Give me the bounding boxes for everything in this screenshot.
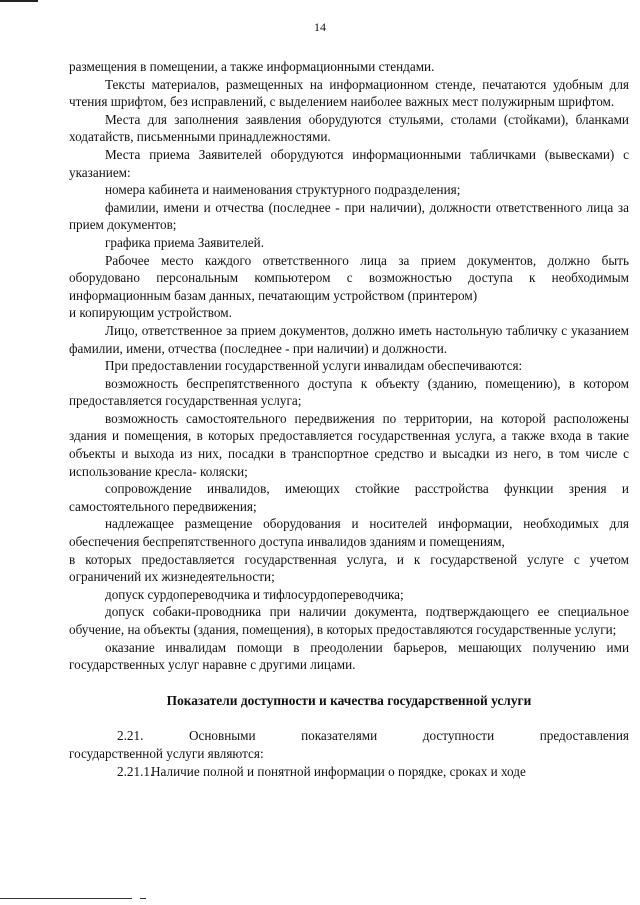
body-paragraph: надлежащее размещение оборудования и носителей информации, необходимых для обеспечения беспрепятственного доступа инвалидов зданиям и помещениям,	[69, 516, 629, 550]
body-paragraph: Места приема Заявителей оборудуются информационными табличками (вывесками) с указанием:	[69, 146, 629, 180]
clause-2-21-1-number: 2.21.1.	[117, 763, 154, 779]
body-paragraph: номера кабинета и наименования структурного подразделения;	[105, 182, 461, 198]
clause-2-21	[69, 727, 629, 762]
clause-2-21-word: Основными	[188, 728, 256, 744]
clause-2-21-1	[69, 763, 629, 781]
clause-2-21-continuation: государственной услуги являются:	[69, 745, 264, 761]
body-paragraph: в которых предоставляется государственная услуга, и к государственой услуге с учетом ограничений их жизнедеятельности;	[69, 551, 629, 585]
clause-2-21-word: предоставления	[539, 728, 629, 744]
body-paragraph: графика приема Заявителей.	[105, 234, 264, 250]
clause-2-21-first-line	[69, 727, 629, 745]
clause-2-21-number: 2.21.	[117, 728, 144, 744]
body-paragraph: Рабочее место каждого ответственного лица за прием документов, должно быть оборудовано персональным компьютером с возможностью доступа к необходимым информационным базам данных, печатающим устройством (принтером)	[69, 252, 629, 303]
clause-2-21-word: доступности	[422, 728, 495, 744]
body-paragraph: Тексты материалов, размещенных на информационном стенде, печатаются удобным для чтения шрифтом, без исправлений, с выделением наиболее важных мест полужирным шрифтом.	[69, 76, 629, 110]
body-paragraph: размещения в помещении, а также информационными стендами.	[69, 59, 435, 74]
body-paragraph: фамилии, имени и отчества (последнее - при наличии), должности ответственного лица за прием документов;	[69, 199, 629, 233]
body-paragraph: оказание инвалидам помощи в преодолении барьеров, мешающих получению ими государственных услуг наравне с другими лицами.	[69, 639, 629, 673]
top-edge-rule	[0, 0, 38, 2]
body-paragraph: возможность самостоятельного передвижения по территории, на которой расположены здания и помещения, в которых предоставляется государственная услуга, а также входа в такие объекты и выхода из них, посадки в транспортное средство и высадки из него, в том числе с использование кресла- коляски;	[69, 410, 629, 479]
body-paragraph: и копирующим устройством.	[69, 305, 232, 321]
body-paragraph: Места для заполнения заявления оборудуются стульями, столами (стойками), бланками ходатайств, письменными принадлежностями.	[69, 111, 629, 145]
section-heading: Показатели доступности и качества государственной услуги	[166, 692, 532, 708]
body-paragraph: При предоставлении государственной услуги инвалидам обеспечиваются:	[105, 358, 523, 374]
clause-2-21-1-text: Наличие полной и понятной информации о порядке, сроках и ходе	[151, 763, 526, 779]
document-body	[69, 58, 629, 780]
body-paragraph: допуск сурдопереводчика и тифлосурдопереводчика;	[105, 586, 404, 602]
page-number: 14	[314, 20, 326, 34]
paragraph-list	[69, 58, 629, 674]
footnote-dash	[140, 898, 146, 899]
body-paragraph: возможность беспрепятственного доступа к объекту (зданию, помещению), в котором предоставляется государственная услуга;	[69, 375, 629, 409]
body-paragraph: Лицо, ответственное за прием документов, должно иметь настольную табличку с указанием фамилии, имени, отчества (последнее - при наличии) и должности.	[69, 322, 629, 356]
footnote-separator	[0, 898, 132, 899]
clause-2-21-word: показателями	[301, 728, 378, 744]
body-paragraph: сопровождение инвалидов, имеющих стойкие расстройства функции зрения и самостоятельного передвижения;	[69, 481, 629, 514]
body-paragraph: допуск собаки-проводника при наличии документа, подтверждающего ее специальное обучение, на объекты (здания, помещения), в которых предоставляются государственные услуги;	[69, 604, 629, 637]
